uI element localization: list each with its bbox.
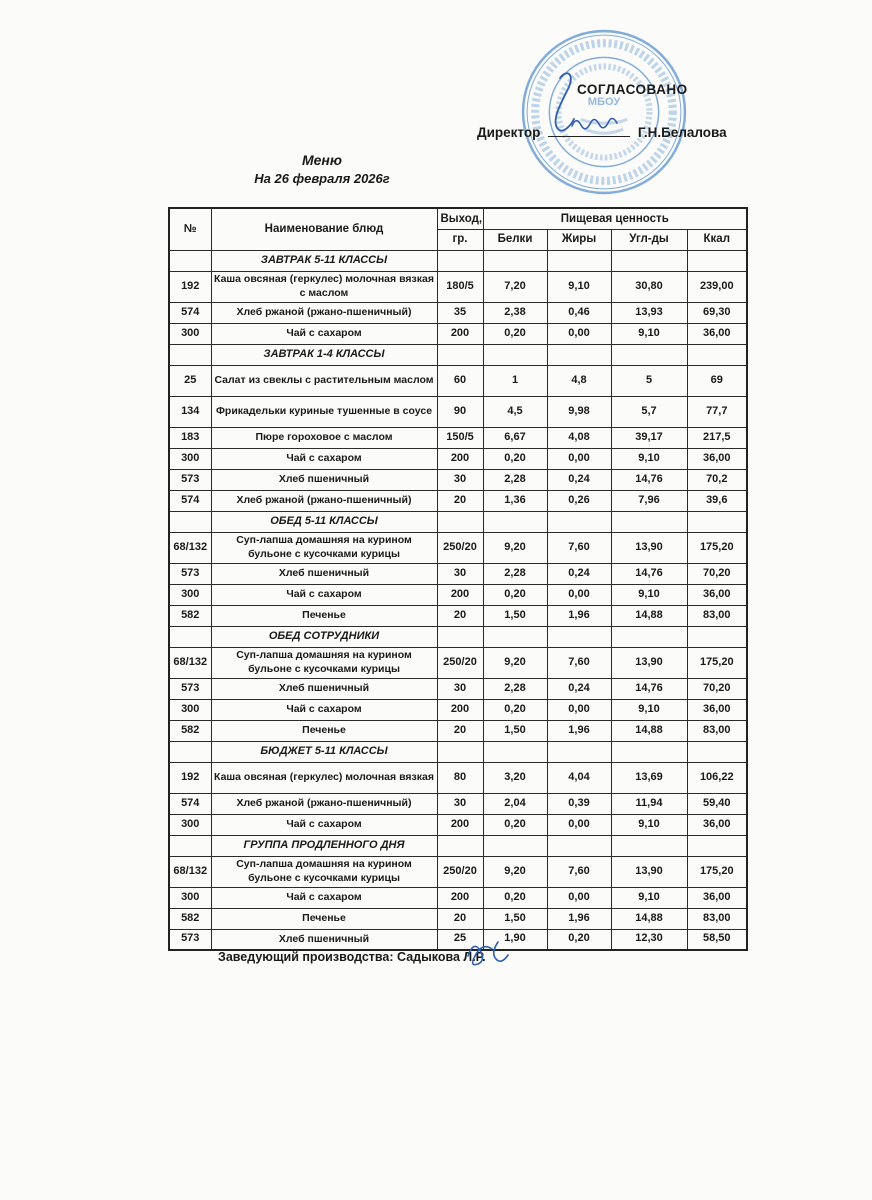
empty-cell bbox=[437, 511, 483, 532]
dish-carbs: 14,76 bbox=[611, 678, 687, 699]
section-label: ГРУППА ПРОДЛЕННОГО ДНЯ bbox=[211, 835, 437, 856]
dish-protein: 0,20 bbox=[483, 814, 547, 835]
menu-table bbox=[168, 207, 748, 951]
dish-name: Салат из свеклы с растительным маслом bbox=[211, 365, 437, 396]
dish-row bbox=[169, 448, 747, 469]
dish-carbs: 14,88 bbox=[611, 908, 687, 929]
dish-name: Печенье bbox=[211, 720, 437, 741]
dish-carbs: 13,90 bbox=[611, 532, 687, 563]
production-manager-signoff: Заведующий производства: Садыкова Л.Р. bbox=[218, 950, 486, 964]
dish-fat: 9,10 bbox=[547, 271, 611, 302]
empty-cell bbox=[169, 344, 211, 365]
dish-carbs: 13,69 bbox=[611, 762, 687, 793]
dish-num: 582 bbox=[169, 720, 211, 741]
dish-num: 574 bbox=[169, 302, 211, 323]
dish-protein: 2,28 bbox=[483, 469, 547, 490]
col-header-kcal: Ккал bbox=[687, 229, 747, 250]
dish-row bbox=[169, 271, 747, 302]
dish-output: 30 bbox=[437, 563, 483, 584]
dish-output: 200 bbox=[437, 887, 483, 908]
empty-cell bbox=[169, 835, 211, 856]
col-header-num: № bbox=[169, 208, 211, 250]
dish-output: 20 bbox=[437, 908, 483, 929]
dish-protein: 0,20 bbox=[483, 699, 547, 720]
dish-output: 200 bbox=[437, 814, 483, 835]
empty-cell bbox=[483, 626, 547, 647]
dish-output: 30 bbox=[437, 469, 483, 490]
col-header-output-unit: гр. bbox=[437, 229, 483, 250]
empty-cell bbox=[611, 511, 687, 532]
empty-cell bbox=[687, 626, 747, 647]
dish-output: 200 bbox=[437, 699, 483, 720]
dish-num: 183 bbox=[169, 427, 211, 448]
dish-name: Суп-лапша домашняя на курином бульоне с кусочками курицы bbox=[211, 532, 437, 563]
dish-fat: 7,60 bbox=[547, 532, 611, 563]
dish-protein: 0,20 bbox=[483, 323, 547, 344]
dish-name: Пюре гороховое с маслом bbox=[211, 427, 437, 448]
dish-fat: 1,96 bbox=[547, 720, 611, 741]
dish-num: 68/132 bbox=[169, 856, 211, 887]
dish-row bbox=[169, 302, 747, 323]
empty-cell bbox=[437, 344, 483, 365]
dish-row bbox=[169, 605, 747, 626]
dish-fat: 0,39 bbox=[547, 793, 611, 814]
dish-protein: 6,67 bbox=[483, 427, 547, 448]
section-label: ЗАВТРАК 1-4 КЛАССЫ bbox=[211, 344, 437, 365]
dish-kcal: 58,50 bbox=[687, 929, 747, 950]
dish-num: 25 bbox=[169, 365, 211, 396]
dish-name: Чай с сахаром bbox=[211, 448, 437, 469]
dish-kcal: 36,00 bbox=[687, 699, 747, 720]
dish-kcal: 36,00 bbox=[687, 814, 747, 835]
dish-protein: 1,50 bbox=[483, 908, 547, 929]
dish-fat: 0,00 bbox=[547, 814, 611, 835]
dish-protein: 3,20 bbox=[483, 762, 547, 793]
dish-protein: 2,28 bbox=[483, 678, 547, 699]
dish-carbs: 12,30 bbox=[611, 929, 687, 950]
dish-name: Хлеб пшеничный bbox=[211, 929, 437, 950]
dish-name: Хлеб ржаной (ржано-пшеничный) bbox=[211, 793, 437, 814]
director-signature bbox=[530, 72, 650, 147]
dish-name: Чай с сахаром bbox=[211, 323, 437, 344]
section-row bbox=[169, 344, 747, 365]
dish-carbs: 14,76 bbox=[611, 563, 687, 584]
dish-fat: 1,96 bbox=[547, 908, 611, 929]
empty-cell bbox=[611, 835, 687, 856]
empty-cell bbox=[611, 344, 687, 365]
dish-name: Фрикадельки куриные тушенные в соусе bbox=[211, 396, 437, 427]
empty-cell bbox=[169, 626, 211, 647]
dish-kcal: 69 bbox=[687, 365, 747, 396]
dish-num: 300 bbox=[169, 814, 211, 835]
dish-name: Суп-лапша домашняя на курином бульоне с кусочками курицы bbox=[211, 856, 437, 887]
dish-output: 90 bbox=[437, 396, 483, 427]
dish-fat: 0,00 bbox=[547, 699, 611, 720]
dish-kcal: 36,00 bbox=[687, 887, 747, 908]
empty-cell bbox=[437, 626, 483, 647]
dish-fat: 0,00 bbox=[547, 323, 611, 344]
empty-cell bbox=[483, 835, 547, 856]
dish-kcal: 77,7 bbox=[687, 396, 747, 427]
dish-fat: 4,8 bbox=[547, 365, 611, 396]
empty-cell bbox=[437, 741, 483, 762]
dish-row bbox=[169, 490, 747, 511]
col-header-carbs: Угл-ды bbox=[611, 229, 687, 250]
col-header-output: Выход, bbox=[437, 208, 483, 229]
empty-cell bbox=[437, 835, 483, 856]
dish-output: 20 bbox=[437, 720, 483, 741]
dish-fat: 4,04 bbox=[547, 762, 611, 793]
section-row bbox=[169, 741, 747, 762]
dish-kcal: 83,00 bbox=[687, 908, 747, 929]
dish-output: 200 bbox=[437, 584, 483, 605]
dish-output: 180/5 bbox=[437, 271, 483, 302]
empty-cell bbox=[547, 250, 611, 271]
empty-cell bbox=[483, 250, 547, 271]
empty-cell bbox=[687, 250, 747, 271]
dish-num: 574 bbox=[169, 793, 211, 814]
dish-fat: 0,00 bbox=[547, 584, 611, 605]
section-row bbox=[169, 626, 747, 647]
dish-row bbox=[169, 323, 747, 344]
empty-cell bbox=[169, 511, 211, 532]
dish-output: 250/20 bbox=[437, 856, 483, 887]
dish-protein: 1,50 bbox=[483, 605, 547, 626]
dish-kcal: 83,00 bbox=[687, 720, 747, 741]
dish-row bbox=[169, 647, 747, 678]
dish-carbs: 13,93 bbox=[611, 302, 687, 323]
dish-carbs: 14,76 bbox=[611, 469, 687, 490]
dish-name: Чай с сахаром bbox=[211, 584, 437, 605]
dish-row bbox=[169, 396, 747, 427]
dish-name: Чай с сахаром bbox=[211, 814, 437, 835]
dish-carbs: 14,88 bbox=[611, 720, 687, 741]
dish-fat: 0,20 bbox=[547, 929, 611, 950]
dish-num: 68/132 bbox=[169, 532, 211, 563]
dish-row bbox=[169, 563, 747, 584]
dish-carbs: 5,7 bbox=[611, 396, 687, 427]
dish-name: Каша овсяная (геркулес) молочная вязкая bbox=[211, 762, 437, 793]
dish-row bbox=[169, 814, 747, 835]
dish-num: 192 bbox=[169, 271, 211, 302]
empty-cell bbox=[483, 511, 547, 532]
section-row bbox=[169, 835, 747, 856]
dish-carbs: 9,10 bbox=[611, 448, 687, 469]
dish-kcal: 175,20 bbox=[687, 647, 747, 678]
dish-output: 30 bbox=[437, 793, 483, 814]
dish-kcal: 106,22 bbox=[687, 762, 747, 793]
dish-protein: 9,20 bbox=[483, 856, 547, 887]
empty-cell bbox=[547, 511, 611, 532]
dish-name: Суп-лапша домашняя на курином бульоне с кусочками курицы bbox=[211, 647, 437, 678]
dish-output: 150/5 bbox=[437, 427, 483, 448]
dish-output: 20 bbox=[437, 490, 483, 511]
dish-kcal: 239,00 bbox=[687, 271, 747, 302]
dish-kcal: 69,30 bbox=[687, 302, 747, 323]
dish-fat: 0,00 bbox=[547, 448, 611, 469]
dish-num: 300 bbox=[169, 887, 211, 908]
dish-carbs: 39,17 bbox=[611, 427, 687, 448]
dish-name: Хлеб пшеничный bbox=[211, 678, 437, 699]
dish-name: Хлеб ржаной (ржано-пшеничный) bbox=[211, 302, 437, 323]
dish-name: Печенье bbox=[211, 605, 437, 626]
empty-cell bbox=[483, 741, 547, 762]
dish-kcal: 70,20 bbox=[687, 563, 747, 584]
dish-row bbox=[169, 856, 747, 887]
director-label: Директор bbox=[477, 125, 541, 140]
dish-carbs: 7,96 bbox=[611, 490, 687, 511]
dish-carbs: 14,88 bbox=[611, 605, 687, 626]
dish-name: Каша овсяная (геркулес) молочная вязкая с маслом bbox=[211, 271, 437, 302]
dish-carbs: 9,10 bbox=[611, 814, 687, 835]
dish-name: Чай с сахаром bbox=[211, 887, 437, 908]
dish-name: Чай с сахаром bbox=[211, 699, 437, 720]
dish-num: 573 bbox=[169, 929, 211, 950]
dish-num: 573 bbox=[169, 563, 211, 584]
section-row bbox=[169, 511, 747, 532]
col-header-dish: Наименование блюд bbox=[211, 208, 437, 250]
dish-kcal: 175,20 bbox=[687, 532, 747, 563]
dish-output: 250/20 bbox=[437, 532, 483, 563]
col-header-fat: Жиры bbox=[547, 229, 611, 250]
dish-num: 300 bbox=[169, 448, 211, 469]
dish-output: 250/20 bbox=[437, 647, 483, 678]
dish-fat: 0,24 bbox=[547, 469, 611, 490]
empty-cell bbox=[483, 344, 547, 365]
dish-name: Печенье bbox=[211, 908, 437, 929]
dish-row bbox=[169, 678, 747, 699]
handwritten-signature-icon bbox=[458, 930, 520, 972]
dish-carbs: 30,80 bbox=[611, 271, 687, 302]
dish-row bbox=[169, 762, 747, 793]
empty-cell bbox=[169, 741, 211, 762]
dish-protein: 9,20 bbox=[483, 647, 547, 678]
dish-fat: 9,98 bbox=[547, 396, 611, 427]
document-title bbox=[232, 152, 412, 186]
director-name: Г.Н.Белалова bbox=[637, 125, 727, 140]
dish-carbs: 9,10 bbox=[611, 584, 687, 605]
menu-table-body bbox=[169, 250, 747, 950]
dish-num: 300 bbox=[169, 584, 211, 605]
dish-carbs: 13,90 bbox=[611, 856, 687, 887]
dish-num: 582 bbox=[169, 908, 211, 929]
dish-kcal: 70,20 bbox=[687, 678, 747, 699]
dish-carbs: 13,90 bbox=[611, 647, 687, 678]
dish-name: Хлеб пшеничный bbox=[211, 563, 437, 584]
dish-fat: 4,08 bbox=[547, 427, 611, 448]
dish-kcal: 217,5 bbox=[687, 427, 747, 448]
section-label: ОБЕД 5-11 КЛАССЫ bbox=[211, 511, 437, 532]
empty-cell bbox=[547, 344, 611, 365]
dish-row bbox=[169, 699, 747, 720]
dish-name: Хлеб пшеничный bbox=[211, 469, 437, 490]
dish-num: 300 bbox=[169, 323, 211, 344]
dish-name: Хлеб ржаной (ржано-пшеничный) bbox=[211, 490, 437, 511]
empty-cell bbox=[687, 344, 747, 365]
section-label: ЗАВТРАК 5-11 КЛАССЫ bbox=[211, 250, 437, 271]
col-header-protein: Белки bbox=[483, 229, 547, 250]
dish-carbs: 9,10 bbox=[611, 323, 687, 344]
empty-cell bbox=[169, 250, 211, 271]
dish-carbs: 11,94 bbox=[611, 793, 687, 814]
dish-protein: 1,36 bbox=[483, 490, 547, 511]
dish-fat: 0,46 bbox=[547, 302, 611, 323]
dish-row bbox=[169, 427, 747, 448]
dish-kcal: 70,2 bbox=[687, 469, 747, 490]
dish-row bbox=[169, 532, 747, 563]
dish-fat: 7,60 bbox=[547, 856, 611, 887]
dish-output: 200 bbox=[437, 323, 483, 344]
empty-cell bbox=[547, 835, 611, 856]
empty-cell bbox=[547, 741, 611, 762]
dish-output: 25 bbox=[437, 929, 483, 950]
dish-protein: 7,20 bbox=[483, 271, 547, 302]
dish-fat: 0,26 bbox=[547, 490, 611, 511]
dish-kcal: 36,00 bbox=[687, 448, 747, 469]
empty-cell bbox=[611, 626, 687, 647]
empty-cell bbox=[611, 741, 687, 762]
dish-protein: 1 bbox=[483, 365, 547, 396]
dish-output: 80 bbox=[437, 762, 483, 793]
section-label: БЮДЖЕТ 5-11 КЛАССЫ bbox=[211, 741, 437, 762]
dish-num: 573 bbox=[169, 469, 211, 490]
empty-cell bbox=[687, 835, 747, 856]
title-line-1: Меню bbox=[301, 152, 342, 168]
dish-row bbox=[169, 887, 747, 908]
dish-kcal: 36,00 bbox=[687, 323, 747, 344]
empty-cell bbox=[611, 250, 687, 271]
dish-num: 300 bbox=[169, 699, 211, 720]
dish-num: 68/132 bbox=[169, 647, 211, 678]
dish-protein: 2,28 bbox=[483, 563, 547, 584]
menu-table-header bbox=[169, 208, 747, 250]
dish-row bbox=[169, 793, 747, 814]
dish-row bbox=[169, 908, 747, 929]
dish-fat: 0,00 bbox=[547, 887, 611, 908]
dish-row bbox=[169, 469, 747, 490]
empty-cell bbox=[547, 626, 611, 647]
col-header-nutrition: Пищевая ценность bbox=[483, 208, 747, 229]
dish-fat: 7,60 bbox=[547, 647, 611, 678]
section-label: ОБЕД СОТРУДНИКИ bbox=[211, 626, 437, 647]
dish-carbs: 9,10 bbox=[611, 887, 687, 908]
empty-cell bbox=[687, 741, 747, 762]
dish-protein: 4,5 bbox=[483, 396, 547, 427]
dish-output: 30 bbox=[437, 678, 483, 699]
dish-kcal: 36,00 bbox=[687, 584, 747, 605]
dish-protein: 1,90 bbox=[483, 929, 547, 950]
dish-fat: 1,96 bbox=[547, 605, 611, 626]
dish-output: 20 bbox=[437, 605, 483, 626]
dish-row bbox=[169, 365, 747, 396]
dish-protein: 2,04 bbox=[483, 793, 547, 814]
stamp-center-text: МБОУ bbox=[587, 95, 621, 108]
dish-protein: 1,50 bbox=[483, 720, 547, 741]
dish-num: 582 bbox=[169, 605, 211, 626]
dish-num: 573 bbox=[169, 678, 211, 699]
dish-carbs: 9,10 bbox=[611, 699, 687, 720]
dish-row bbox=[169, 720, 747, 741]
dish-protein: 0,20 bbox=[483, 887, 547, 908]
title-line-2: На 26 февраля 2026г bbox=[254, 171, 390, 186]
approved-label: СОГЛАСОВАНО bbox=[577, 82, 688, 97]
dish-num: 574 bbox=[169, 490, 211, 511]
dish-protein: 0,20 bbox=[483, 448, 547, 469]
dish-kcal: 59,40 bbox=[687, 793, 747, 814]
empty-cell bbox=[687, 511, 747, 532]
dish-output: 200 bbox=[437, 448, 483, 469]
dish-num: 192 bbox=[169, 762, 211, 793]
dish-kcal: 83,00 bbox=[687, 605, 747, 626]
dish-fat: 0,24 bbox=[547, 563, 611, 584]
empty-cell bbox=[437, 250, 483, 271]
dish-output: 60 bbox=[437, 365, 483, 396]
dish-row bbox=[169, 584, 747, 605]
dish-fat: 0,24 bbox=[547, 678, 611, 699]
dish-protein: 0,20 bbox=[483, 584, 547, 605]
dish-kcal: 175,20 bbox=[687, 856, 747, 887]
dish-carbs: 5 bbox=[611, 365, 687, 396]
dish-num: 134 bbox=[169, 396, 211, 427]
section-row bbox=[169, 250, 747, 271]
dish-kcal: 39,6 bbox=[687, 490, 747, 511]
production-manager-signature bbox=[458, 930, 520, 972]
dish-protein: 9,20 bbox=[483, 532, 547, 563]
dish-output: 35 bbox=[437, 302, 483, 323]
handwritten-signature-icon bbox=[530, 72, 650, 147]
dish-protein: 2,38 bbox=[483, 302, 547, 323]
